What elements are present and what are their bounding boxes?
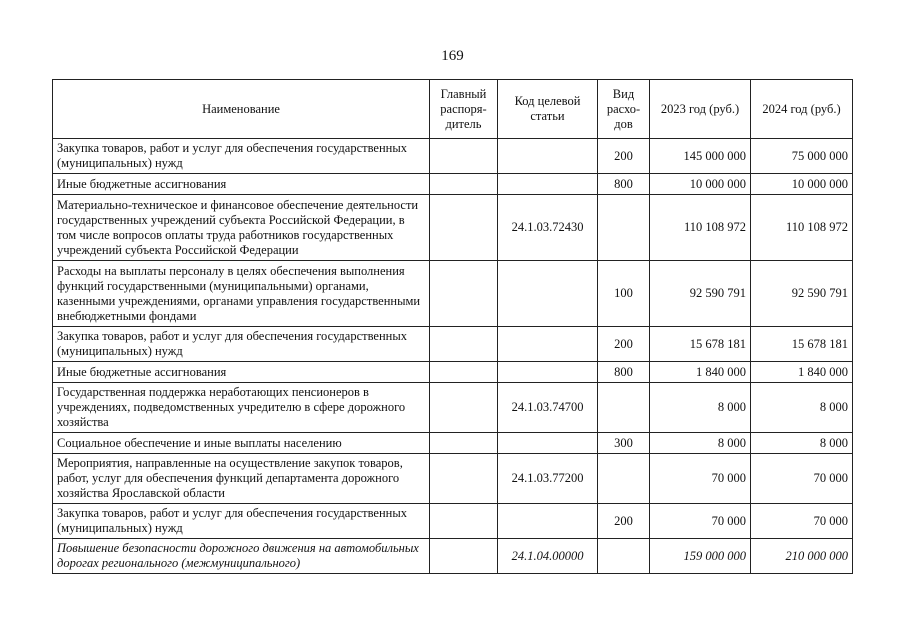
table-header-row <box>53 80 853 139</box>
cell-code: 24.1.03.74700 <box>498 383 598 433</box>
cell-name: Иные бюджетные ассигнования <box>53 174 430 195</box>
budget-table <box>52 79 853 574</box>
header-kind: Вид расхо-дов <box>598 80 650 139</box>
table-body <box>53 139 853 574</box>
table-row <box>53 261 853 327</box>
cell-y2024: 15 678 181 <box>751 327 853 362</box>
cell-y2023: 15 678 181 <box>650 327 751 362</box>
cell-y2024: 10 000 000 <box>751 174 853 195</box>
cell-code <box>498 504 598 539</box>
table-row <box>53 433 853 454</box>
cell-y2023: 10 000 000 <box>650 174 751 195</box>
cell-manager <box>430 362 498 383</box>
cell-y2023: 145 000 000 <box>650 139 751 174</box>
cell-y2024: 70 000 <box>751 454 853 504</box>
cell-kind <box>598 454 650 504</box>
cell-manager <box>430 504 498 539</box>
header-code: Код целевой статьи <box>498 80 598 139</box>
cell-kind: 300 <box>598 433 650 454</box>
cell-manager <box>430 195 498 261</box>
table-row <box>53 383 853 433</box>
cell-kind <box>598 383 650 433</box>
cell-y2024: 210 000 000 <box>751 539 853 574</box>
cell-name: Материально-техническое и финансовое обеспечение деятельности государственных учреждений субъекта Российской Федерации, в том числе вопросов оплаты труда работников государственных учреждений субъекта Российской Федерации <box>53 195 430 261</box>
cell-code <box>498 433 598 454</box>
cell-name: Государственная поддержка неработающих пенсионеров в учреждениях, подведомственных учредителю в сфере дорожного хозяйства <box>53 383 430 433</box>
cell-y2024: 110 108 972 <box>751 195 853 261</box>
cell-y2023: 8 000 <box>650 383 751 433</box>
cell-name: Закупка товаров, работ и услуг для обеспечения государственных (муниципальных) нужд <box>53 327 430 362</box>
cell-y2023: 92 590 791 <box>650 261 751 327</box>
cell-code <box>498 261 598 327</box>
cell-kind <box>598 195 650 261</box>
cell-name: Закупка товаров, работ и услуг для обеспечения государственных (муниципальных) нужд <box>53 139 430 174</box>
cell-kind: 100 <box>598 261 650 327</box>
page-number: 169 <box>441 48 464 64</box>
table-row <box>53 454 853 504</box>
table-row <box>53 504 853 539</box>
cell-code <box>498 362 598 383</box>
table-row <box>53 174 853 195</box>
cell-code <box>498 327 598 362</box>
cell-name: Повышение безопасности дорожного движения на автомобильных дорогах регионального (межмуниципального) <box>53 539 430 574</box>
header-2023: 2023 год (руб.) <box>650 80 751 139</box>
cell-manager <box>430 174 498 195</box>
cell-manager <box>430 383 498 433</box>
cell-y2023: 8 000 <box>650 433 751 454</box>
header-name: Наименование <box>53 80 430 139</box>
cell-y2023: 70 000 <box>650 504 751 539</box>
cell-y2024: 70 000 <box>751 504 853 539</box>
cell-y2024: 8 000 <box>751 383 853 433</box>
cell-y2023: 70 000 <box>650 454 751 504</box>
header-2024: 2024 год (руб.) <box>751 80 853 139</box>
cell-code <box>498 139 598 174</box>
header-manager: Главный распоря-дитель <box>430 80 498 139</box>
cell-y2024: 92 590 791 <box>751 261 853 327</box>
table-row <box>53 327 853 362</box>
cell-kind: 200 <box>598 504 650 539</box>
cell-y2024: 8 000 <box>751 433 853 454</box>
cell-manager <box>430 433 498 454</box>
cell-code: 24.1.03.72430 <box>498 195 598 261</box>
cell-name: Расходы на выплаты персоналу в целях обеспечения выполнения функций государственными (муниципальными) органами, казенными учреждениями, органами управления государственными внебюджетными фондами <box>53 261 430 327</box>
cell-manager <box>430 327 498 362</box>
cell-code <box>498 174 598 195</box>
cell-kind: 200 <box>598 327 650 362</box>
cell-code: 24.1.04.00000 <box>498 539 598 574</box>
cell-kind: 800 <box>598 362 650 383</box>
table-row <box>53 195 853 261</box>
cell-y2023: 159 000 000 <box>650 539 751 574</box>
table-row <box>53 362 853 383</box>
cell-name: Закупка товаров, работ и услуг для обеспечения государственных (муниципальных) нужд <box>53 504 430 539</box>
cell-y2024: 75 000 000 <box>751 139 853 174</box>
cell-manager <box>430 454 498 504</box>
cell-y2024: 1 840 000 <box>751 362 853 383</box>
cell-manager <box>430 539 498 574</box>
cell-kind: 200 <box>598 139 650 174</box>
cell-kind <box>598 539 650 574</box>
cell-y2023: 1 840 000 <box>650 362 751 383</box>
cell-manager <box>430 261 498 327</box>
cell-name: Мероприятия, направленные на осуществление закупок товаров, работ, услуг для обеспечения функций департамента дорожного хозяйства Ярославской области <box>53 454 430 504</box>
cell-manager <box>430 139 498 174</box>
cell-code: 24.1.03.77200 <box>498 454 598 504</box>
cell-kind: 800 <box>598 174 650 195</box>
cell-name: Иные бюджетные ассигнования <box>53 362 430 383</box>
table-row <box>53 539 853 574</box>
cell-y2023: 110 108 972 <box>650 195 751 261</box>
cell-name: Социальное обеспечение и иные выплаты населению <box>53 433 430 454</box>
table-row <box>53 139 853 174</box>
